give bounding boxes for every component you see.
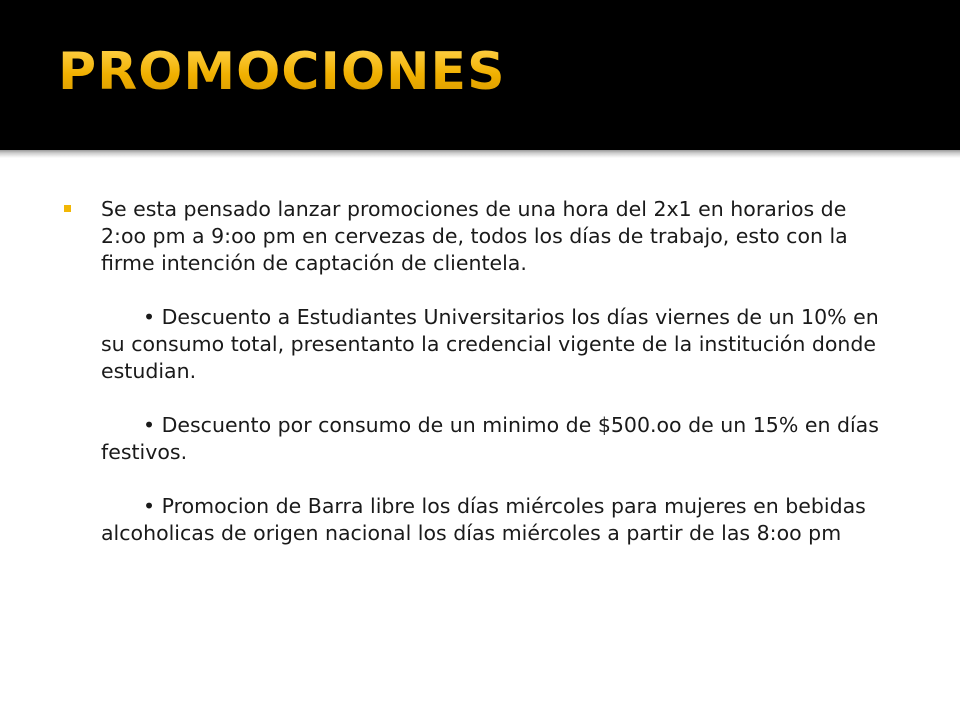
title-band xyxy=(0,0,960,150)
slide-title: PROMOCIONES xyxy=(58,42,506,102)
title-divider xyxy=(0,150,960,158)
slide-content xyxy=(64,196,884,547)
bullet-item xyxy=(64,196,884,547)
paragraph-holiday-discount-text: • Descuento por consumo de un minimo de $500.oo de un 15% en días festivos. xyxy=(101,413,879,464)
paragraph-student-discount-text: • Descuento a Estudiantes Universitarios los días viernes de un 10% en su consumo total, presentanto la credencial vigente de la institución donde estudian. xyxy=(101,305,879,383)
paragraph-student-discount xyxy=(101,304,884,385)
square-bullet-icon xyxy=(64,205,71,212)
paragraph-holiday-discount xyxy=(101,412,884,466)
paragraph-open-bar xyxy=(101,493,884,547)
bullet-body xyxy=(101,196,884,547)
paragraph-intro: Se esta pensado lanzar promociones de una hora del 2x1 en horarios de 2:oo pm a 9:oo pm en cervezas de, todos los días de trabajo, esto con la firme intención de captación de clientela. xyxy=(101,197,848,275)
paragraph-open-bar-text: • Promocion de Barra libre los días miércoles para mujeres en bebidas alcoholicas de origen nacional los días miércoles a partir de las 8:oo pm xyxy=(101,494,866,545)
